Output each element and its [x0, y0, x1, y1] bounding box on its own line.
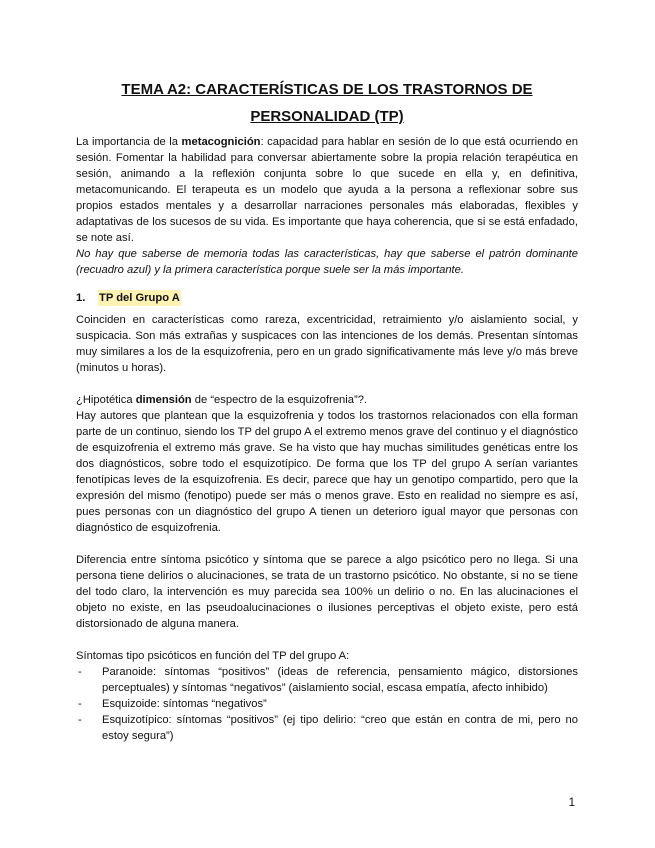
section-heading [76, 290, 578, 306]
section-paragraph-1: Coinciden en características como rareza, excentricidad, retraimiento y/o aislamiento social, y suspicacia. Son más extrañas y suspicaces con las intenciones de los demás. Presentan síntomas muy similares a los de la esquizofrenia, pero en un grado significativamente más leve y/o más breve (minutos u horas). [76, 314, 578, 374]
section-paragraph-3: Diferencia entre síntoma psicótico y síntoma que se parece a algo psicótico pero no llega. Si una persona tiene delirios o alucinaciones, se trata de un trastorno psicótico. No obstante, si no se tiene del todo claro, la intervención es muy parecida sea 100% un delirio o no. En las alucinaciones el objeto no existe, en las pseudoalucinaciones o ilusiones perceptivas el objeto existe, pero está distorsionado de alguna manera. [76, 554, 578, 630]
section-number: 1. [76, 292, 86, 304]
section-title: TP del Grupo A [99, 292, 180, 304]
intro-bold-term: metacognición [181, 136, 261, 148]
intro-text-rest: : capacidad para hablar en sesión de lo que está ocurriendo en sesión. Fomentar la habilidad para conversar abiertamente sobre la propia relación terapéutica en sesión, animando a la reflexión conjunta sobre lo que sucede en ella y, en definitiva, metacomunicando. El terapeuta es un modelo que ayuda a la persona a reflexionar sobre sus propios estados mentales y a desarrollar narraciones personales más elaboradas, flexibles y adaptativas de los sucesos de su vida. Es importante que haya coherencia, que si se está enfadado, se note así. [76, 136, 578, 244]
document-page [76, 76, 578, 744]
question-start: ¿Hipotética [76, 394, 136, 406]
list-item: - Paranoide: síntomas “positivos” (ideas de referencia, pensamiento mágico, distorsiones perceptuales) y síntomas “negativos” (aislamiento social, escasa empatía, afecto inhibido) [76, 664, 578, 696]
intro-text-start: La importancia de la [76, 136, 182, 148]
list-item: - Esquizotípico: síntomas “positivos” (ej tipo delirio: “creo que están en contra de mi, pero no estoy segura”) [76, 712, 578, 744]
question-bold-term: dimensión [135, 394, 192, 406]
section-paragraph-2: Hay autores que plantean que la esquizofrenia y todos los trastornos relacionados con ella forman parte de un continuo, siendo los TP del grupo A el extremo menos grave del continuo y el diagnóstico de esquizofrenia el extremo más grave. Se ha visto que hay muchas similitudes genéticas entre los dos diagnósticos, sobre todo el esquizotípico. De forma que los TP del grupo A serían variantes fenotípicas leves de la esquizofrenia. Es decir, parece que hay un genotipo compartido, pero que la expresión del mismo (fenotipo) puede ser más o menos grave. Esto en realidad no siempre es así, pues personas con un diagnóstico del grupo A tienen un deterioro igual mayor que personas con diagnóstico de esquizofrenia. [76, 410, 578, 534]
page-title: TEMA A2: CARACTERÍSTICAS DE LOS TRASTORNOS DE PERSONALIDAD (TP) [121, 81, 533, 125]
list-item: - Esquizoide: síntomas “negativos” [76, 696, 578, 712]
question-end: de “espectro de la esquizofrenia”?. [191, 394, 368, 406]
list-intro: Síntomas tipo psicóticos en función del TP del grupo A: [76, 650, 350, 662]
symptom-list [76, 664, 578, 744]
intro-note: No hay que saberse de memoria todas las características, hay que saberse el patrón dominante (recuadro azul) y la primera característica porque suele ser la más importante. [76, 248, 578, 276]
intro-paragraph [76, 134, 578, 246]
page-number: 1 [568, 797, 575, 809]
section-question [76, 392, 578, 408]
